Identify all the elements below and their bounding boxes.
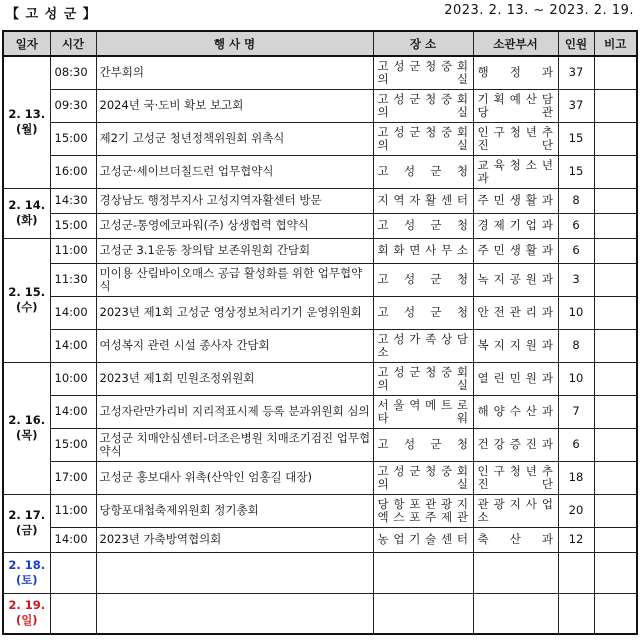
event-place: 당 항 포 관 광 지 엑 스 포 주 제 관 <box>373 494 473 527</box>
day-date: 2. 17. <box>8 508 46 522</box>
event-dept: 주 민 생 활 과 <box>473 238 558 263</box>
day-weekday: (수) <box>15 300 38 314</box>
table-row <box>3 593 637 634</box>
event-note <box>594 527 637 552</box>
event-people: 6 <box>558 213 594 238</box>
empty-cell <box>558 593 594 634</box>
event-dept: 해 양 수 산 과 <box>473 395 558 428</box>
event-people: 6 <box>558 428 594 461</box>
event-dept: 안 전 관 리 과 <box>473 296 558 329</box>
table-row <box>3 362 637 395</box>
day-weekday: (금) <box>15 523 38 537</box>
col-header-place: 장 소 <box>373 31 473 56</box>
event-place: 고 성 군 청 중 회 의 실 <box>373 56 473 89</box>
col-header-people: 인원 <box>558 31 594 56</box>
event-people: 3 <box>558 263 594 296</box>
event-note <box>594 188 637 213</box>
event-time: 10:00 <box>50 362 96 395</box>
day-weekday: (일) <box>15 613 38 628</box>
event-time: 11:00 <box>50 238 96 263</box>
day-date: 2. 16. <box>8 413 46 427</box>
event-note <box>594 494 637 527</box>
event-time: 15:00 <box>50 428 96 461</box>
event-dept: 인 구 청 년 추 진 단 <box>473 122 558 155</box>
event-name: 고성군-통영에코파워(주) 상생협력 협약식 <box>96 213 373 238</box>
header-row <box>3 31 637 56</box>
event-place: 고 성 군 청 <box>373 428 473 461</box>
event-people: 8 <box>558 188 594 213</box>
document-title: 【 고 성 군 】 <box>6 7 97 22</box>
day-date: 2. 14. <box>8 198 46 212</box>
event-dept: 경 제 기 업 과 <box>473 213 558 238</box>
event-people: 18 <box>558 461 594 494</box>
event-time: 14:00 <box>50 527 96 552</box>
event-people: 10 <box>558 296 594 329</box>
event-dept: 관 광 지 사 업 소 <box>473 494 558 527</box>
day-weekday: (토) <box>15 572 38 587</box>
event-note <box>594 362 637 395</box>
event-place: 지 역 자 활 센 터 <box>373 188 473 213</box>
event-time: 14:00 <box>50 329 96 362</box>
empty-cell <box>50 552 96 593</box>
event-place: 고 성 군 청 <box>373 263 473 296</box>
table-row <box>3 461 637 494</box>
table-row <box>3 527 637 552</box>
event-place: 고 성 군 청 <box>373 155 473 188</box>
day-date: 2. 19. <box>8 598 46 613</box>
day-cell <box>3 188 50 238</box>
event-dept: 축 산 과 <box>473 527 558 552</box>
table-row <box>3 56 637 89</box>
day-cell <box>3 238 50 362</box>
event-dept: 열 린 민 원 과 <box>473 362 558 395</box>
event-people: 15 <box>558 122 594 155</box>
event-time: 17:00 <box>50 461 96 494</box>
empty-cell <box>594 552 637 593</box>
day-date: 2. 13. <box>8 107 46 122</box>
event-note <box>594 263 637 296</box>
event-note <box>594 56 637 89</box>
col-header-dept: 소관부서 <box>473 31 558 56</box>
event-name: 간부회의 <box>96 56 373 89</box>
event-people: 8 <box>558 329 594 362</box>
event-name: 여성복지 관련 시설 종사자 간담회 <box>96 329 373 362</box>
event-time: 15:00 <box>50 213 96 238</box>
event-name: 고성군·세이브더칠드런 업무협약식 <box>96 155 373 188</box>
table-row <box>3 213 637 238</box>
event-name: 고성군 3.1운동 창의탑 보존위원회 간담회 <box>96 238 373 263</box>
event-dept: 주 민 생 활 과 <box>473 188 558 213</box>
day-cell <box>3 56 50 188</box>
event-time: 11:00 <box>50 494 96 527</box>
event-time: 08:30 <box>50 56 96 89</box>
event-place: 고 성 군 청 중 회 의 실 <box>373 362 473 395</box>
event-people: 37 <box>558 89 594 122</box>
event-name: 당항포대첩축제위원회 정기총회 <box>96 494 373 527</box>
event-note <box>594 155 637 188</box>
day-cell <box>3 552 50 593</box>
event-people: 15 <box>558 155 594 188</box>
table-row <box>3 494 637 527</box>
event-note <box>594 89 637 122</box>
event-place: 고 성 군 청 <box>373 296 473 329</box>
event-name: 고성군 치매안심센터-더조은병원 치매조기검진 업무협약식 <box>96 428 373 461</box>
event-people: 20 <box>558 494 594 527</box>
table-row <box>3 263 637 296</box>
event-note <box>594 296 637 329</box>
table-row <box>3 89 637 122</box>
event-name: 2023년 제1회 민원조정위원회 <box>96 362 373 395</box>
event-note <box>594 428 637 461</box>
table-row <box>3 155 637 188</box>
table-row <box>3 296 637 329</box>
event-dept: 기 획 예 산 담 당 관 <box>473 89 558 122</box>
empty-cell <box>96 593 373 634</box>
event-place: 고 성 군 청 중 회 의 실 <box>373 89 473 122</box>
event-people: 10 <box>558 362 594 395</box>
event-note <box>594 238 637 263</box>
empty-cell <box>473 593 558 634</box>
event-dept: 교 육 청 소 년 과 <box>473 155 558 188</box>
event-place: 고 성 군 청 중 회 의 실 <box>373 122 473 155</box>
event-place: 회 화 면 사 무 소 <box>373 238 473 263</box>
table-row <box>3 552 637 593</box>
event-dept: 건 강 증 진 과 <box>473 428 558 461</box>
event-time: 14:00 <box>50 395 96 428</box>
event-time: 15:00 <box>50 122 96 155</box>
empty-cell <box>50 593 96 634</box>
col-header-event: 행 사 명 <box>96 31 373 56</box>
empty-cell <box>373 593 473 634</box>
event-time: 11:30 <box>50 263 96 296</box>
event-note <box>594 213 637 238</box>
event-name: 고성자란만가리비 지리적표시제 등록 분과위원회 심의 <box>96 395 373 428</box>
day-cell <box>3 593 50 634</box>
day-cell <box>3 362 50 494</box>
table-row <box>3 428 637 461</box>
empty-cell <box>473 552 558 593</box>
event-people: 37 <box>558 56 594 89</box>
event-place: 고 성 군 청 <box>373 213 473 238</box>
event-dept: 인 구 청 년 추 진 단 <box>473 461 558 494</box>
day-date: 2. 18. <box>8 557 46 572</box>
event-note <box>594 122 637 155</box>
event-name: 경상남도 행정부지사 고성지역자활센터 방문 <box>96 188 373 213</box>
event-people: 12 <box>558 527 594 552</box>
event-name: 2023년 제1회 고성군 영상정보처리기기 운영위원회 <box>96 296 373 329</box>
schedule-table <box>2 30 638 635</box>
event-place: 농 업 기 술 센 터 <box>373 527 473 552</box>
event-note <box>594 395 637 428</box>
event-dept: 복 지 지 원 과 <box>473 329 558 362</box>
day-date: 2. 15. <box>8 285 46 299</box>
date-range: 2023. 2. 13. ~ 2023. 2. 19. <box>444 3 634 18</box>
col-header-time: 시간 <box>50 31 96 56</box>
event-time: 16:00 <box>50 155 96 188</box>
event-place: 서 울 역 메 트 로 타 워 <box>373 395 473 428</box>
table-row <box>3 188 637 213</box>
day-weekday: (월) <box>15 122 38 137</box>
day-weekday: (화) <box>15 213 38 227</box>
table-row <box>3 329 637 362</box>
col-header-date: 일자 <box>3 31 50 56</box>
event-time: 09:30 <box>50 89 96 122</box>
event-name: 제2기 고성군 청년정책위원회 위촉식 <box>96 122 373 155</box>
event-dept: 행 정 과 <box>473 56 558 89</box>
event-name: 미이용 산림바이오매스 공급 활성화를 위한 업무협약식 <box>96 263 373 296</box>
day-weekday: (목) <box>15 428 38 442</box>
event-time: 14:30 <box>50 188 96 213</box>
empty-cell <box>594 593 637 634</box>
col-header-note: 비고 <box>594 31 637 56</box>
empty-cell <box>558 552 594 593</box>
event-place: 고 성 군 청 중 회 의 실 <box>373 461 473 494</box>
empty-cell <box>373 552 473 593</box>
event-place: 고 성 가 족 상 담 소 <box>373 329 473 362</box>
table-row <box>3 238 637 263</box>
table-row <box>3 395 637 428</box>
event-note <box>594 329 637 362</box>
event-name: 2024년 국·도비 확보 보고회 <box>96 89 373 122</box>
event-people: 6 <box>558 238 594 263</box>
empty-cell <box>96 552 373 593</box>
event-note <box>594 461 637 494</box>
event-dept: 녹 지 공 원 과 <box>473 263 558 296</box>
day-cell <box>3 494 50 552</box>
table-row <box>3 122 637 155</box>
event-people: 7 <box>558 395 594 428</box>
event-name: 고성군 홍보대사 위촉(산악인 엄홍길 대장) <box>96 461 373 494</box>
event-name: 2023년 가축방역협의회 <box>96 527 373 552</box>
event-time: 14:00 <box>50 296 96 329</box>
